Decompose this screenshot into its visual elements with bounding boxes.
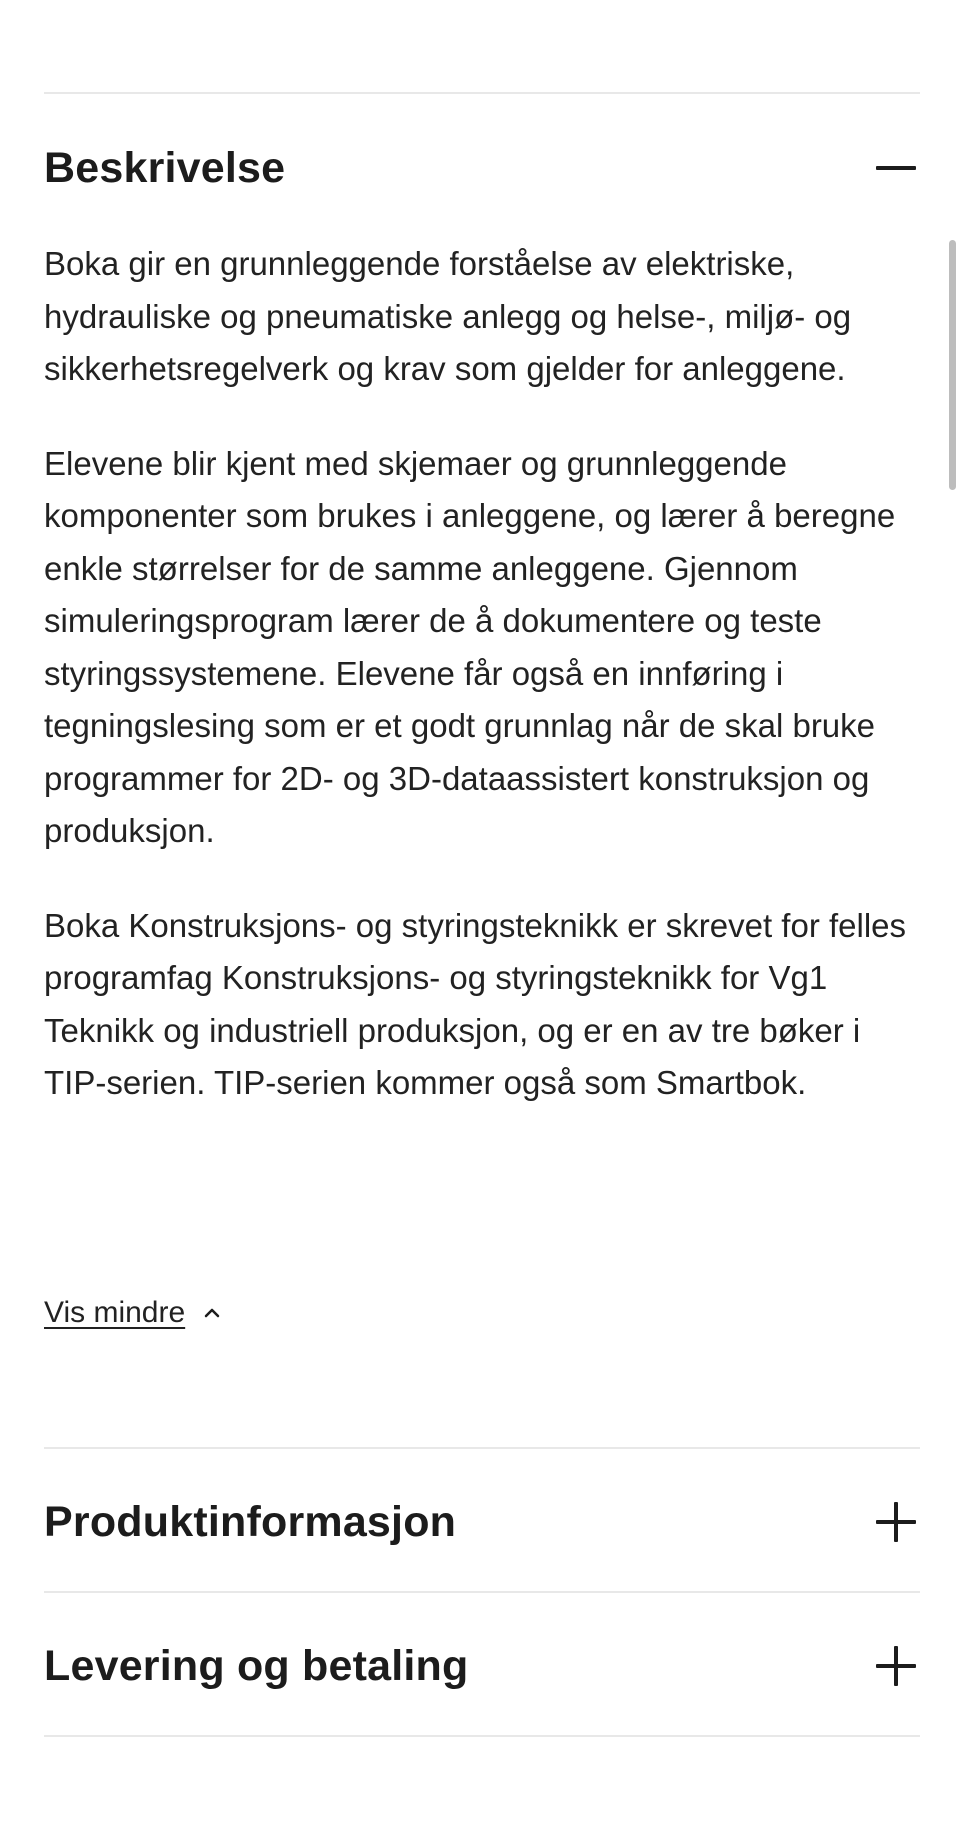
divider-delivery (44, 1591, 920, 1593)
description-paragraph-3: Boka Konstruksjons- og styringsteknikk er skrevet for felles programfag Konstruksjons- og styringsteknikk for Vg1 Teknikk og industriell produksjon, og er en av tre bøker i TIP-serien. TIP-serien kommer også som Smartbok. (44, 906, 907, 1101)
description-paragraph-1: Boka gir en grunnleggende forståelse av elektriske, hydrauliske og pneumatiske anlegg og helse-, miljø- og sikkerhetsregelverk og krav som gjelder for anleggene. (44, 245, 852, 387)
delivery-section-header[interactable] (44, 1638, 920, 1694)
product-info-section-header[interactable] (44, 1494, 920, 1550)
description-section-title: Beskrivelse (44, 143, 286, 192)
plus-icon[interactable] (872, 1642, 920, 1690)
show-less-link[interactable] (44, 1296, 223, 1330)
product-info-section-title: Produktinformasjon (44, 1497, 457, 1546)
divider-top (44, 92, 920, 94)
divider-bottom (44, 1735, 920, 1737)
description-paragraph-2: Elevene blir kjent med skjemaer og grunnleggende komponenter som brukes i anleggene, og lærer å beregne enkle størrelser for de samme anleggene. Gjennom simuleringsprogram lærer de å dokumentere og teste styringssystemene. Elevene får også en innføring i tegningslesing som er et godt grunnlag når de skal bruke programmer for 2D- og 3D-dataassistert konstruksjon og produksjon. (44, 444, 896, 849)
description-section-header[interactable] (44, 140, 920, 196)
chevron-up-icon (201, 1302, 223, 1324)
plus-icon[interactable] (872, 1498, 920, 1546)
divider-product-info (44, 1447, 920, 1449)
delivery-section-title: Levering og betaling (44, 1641, 469, 1690)
scrollbar-thumb[interactable] (949, 240, 956, 490)
description-text (44, 238, 924, 1152)
show-less-label: Vis mindre (44, 1296, 186, 1329)
minus-icon[interactable] (872, 144, 920, 192)
